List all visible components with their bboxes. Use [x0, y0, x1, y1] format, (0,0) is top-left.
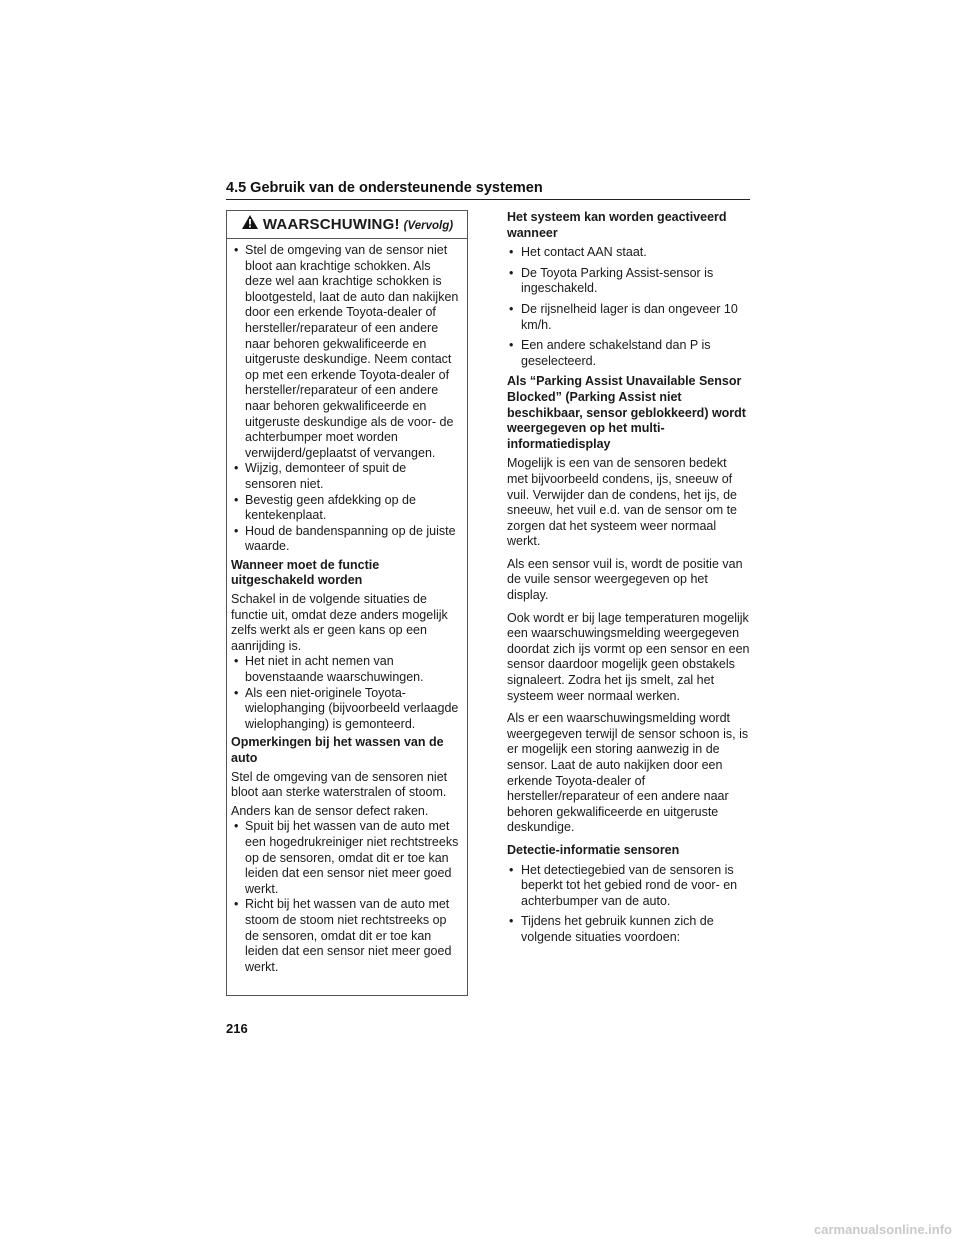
list-item: • Tijdens het gebruik kunnen zich de volgende situaties voordoen: [507, 914, 750, 945]
list-item: • Richt bij het wassen van de auto met stoom de stoom niet rechtstreeks op de sensoren, omdat dit er toe kan leiden dat een sensor niet meer goed werkt. [231, 897, 461, 975]
subheading-sensor-blocked: Als “Parking Assist Unavailable Sensor Blocked” (Parking Assist niet beschikbaar, sensor geblokkeerd) wordt weergegeven op het multi-informatiedisplay [507, 374, 746, 451]
list-item: • Houd de bandenspanning op de juiste waarde. [231, 524, 461, 555]
disable-list [231, 654, 461, 732]
paragraph: Anders kan de sensor defect raken. [231, 803, 429, 818]
warning-intro-list [231, 243, 461, 555]
warning-box [226, 210, 468, 996]
paragraph: Mogelijk is een van de sensoren bedekt met bijvoorbeeld condens, ijs, sneeuw of vuil. Verwijder dan de condens, het ijs, de sneeuw, het vuil e.d. van de sensor om te zorgen dat het systeem weer normaal werkt. [507, 456, 737, 549]
warning-triangle-icon [241, 214, 259, 235]
list-item: • Een andere schakelstand dan P is geselecteerd. [507, 338, 750, 369]
right-column [507, 210, 750, 951]
list-item: • Bevestig geen afdekking op de kentekenplaat. [231, 493, 461, 524]
paragraph: Stel de omgeving van de sensoren niet bloot aan sterke waterstralen of stoom. [231, 769, 448, 800]
list-item: • Stel de omgeving van de sensor niet bloot aan krachtige schokken. Als deze wel aan krachtige schokken is blootgesteld, laat de auto dan nakijken door een erkende Toyota-dealer of hersteller/reparateur of een andere naar behoren gekwalificeerde en uitgeruste deskundige. Neem contact op met een erkende Toyota-dealer of hersteller/reparateur of een andere naar behoren gekwalificeerde en uitgeruste deskundige als de voor- de achterbumper moet worden verwijderd/geplaatst of vervangen. [231, 243, 461, 461]
subheading-washing: Opmerkingen bij het wassen van de auto [231, 735, 444, 765]
list-item: • De Toyota Parking Assist-sensor is ingeschakeld. [507, 266, 750, 297]
list-item: • Als een niet-originele Toyota-wielophanging (bijvoorbeeld verlaagde wielophanging) is gemonteerd. [231, 686, 461, 733]
washing-list [231, 819, 461, 975]
list-item: • Spuit bij het wassen van de auto met een hogedrukreiniger niet rechtstreeks op de sensoren, omdat dit er toe kan leiden dat een sensor niet meer goed werkt. [231, 819, 461, 897]
warning-continued: (Vervolg) [403, 220, 454, 232]
section-header: 4.5 Gebruik van de ondersteunende systemen [226, 180, 750, 200]
activation-list [507, 245, 750, 369]
subheading-disable-function: Wanneer moet de functie uitgeschakeld worden [231, 557, 380, 588]
warning-title: WAARSCHUWING! [262, 216, 400, 233]
paragraph: Schakel in de volgende situaties de functie uit, omdat deze anders mogelijk zelfs werkt als er geen kans op een aanrijding is. [231, 592, 448, 653]
watermark: carmanualsonline.info [814, 1222, 952, 1237]
paragraph: Als er een waarschuwingsmelding wordt weergegeven terwijl de sensor schoon is, is er mogelijk een storing aanwezig in de sensor. Laat de auto nakijken door een erkende Toyota-dealer of hersteller/reparateur of een andere naar behoren gekwalificeerde en uitgeruste deskundige. [507, 711, 749, 835]
paragraph: Ook wordt er bij lage temperaturen mogelijk een waarschuwingsmelding weergegeven doordat zich ijs vormt op een sensor en een sensor daardoor mogelijk geen obstakels signaleert. Zodra het ijs smelt, zal het systeem weer normaal werken. [507, 610, 750, 703]
list-item: • Wijzig, demonteer of spuit de sensoren niet. [231, 461, 461, 492]
warning-body [227, 239, 467, 975]
list-item: • Het detectiegebied van de sensoren is beperkt tot het gebied rond de voor- en achterbumper van de auto. [507, 863, 750, 910]
list-item: • De rijsnelheid lager is dan ongeveer 10 km/h. [507, 302, 750, 333]
subheading-detection-info: Detectie-informatie sensoren [507, 842, 680, 857]
list-item: • Het niet in acht nemen van bovenstaande waarschuwingen. [231, 654, 461, 685]
warning-header [227, 211, 467, 239]
subheading-activation: Het systeem kan worden geactiveerd wanneer [507, 210, 727, 240]
paragraph: Als een sensor vuil is, wordt de positie van de vuile sensor weergegeven op het display. [507, 556, 743, 603]
detection-list [507, 863, 750, 946]
page-number: 216 [226, 1021, 248, 1036]
list-item: • Het contact AAN staat. [507, 245, 750, 261]
